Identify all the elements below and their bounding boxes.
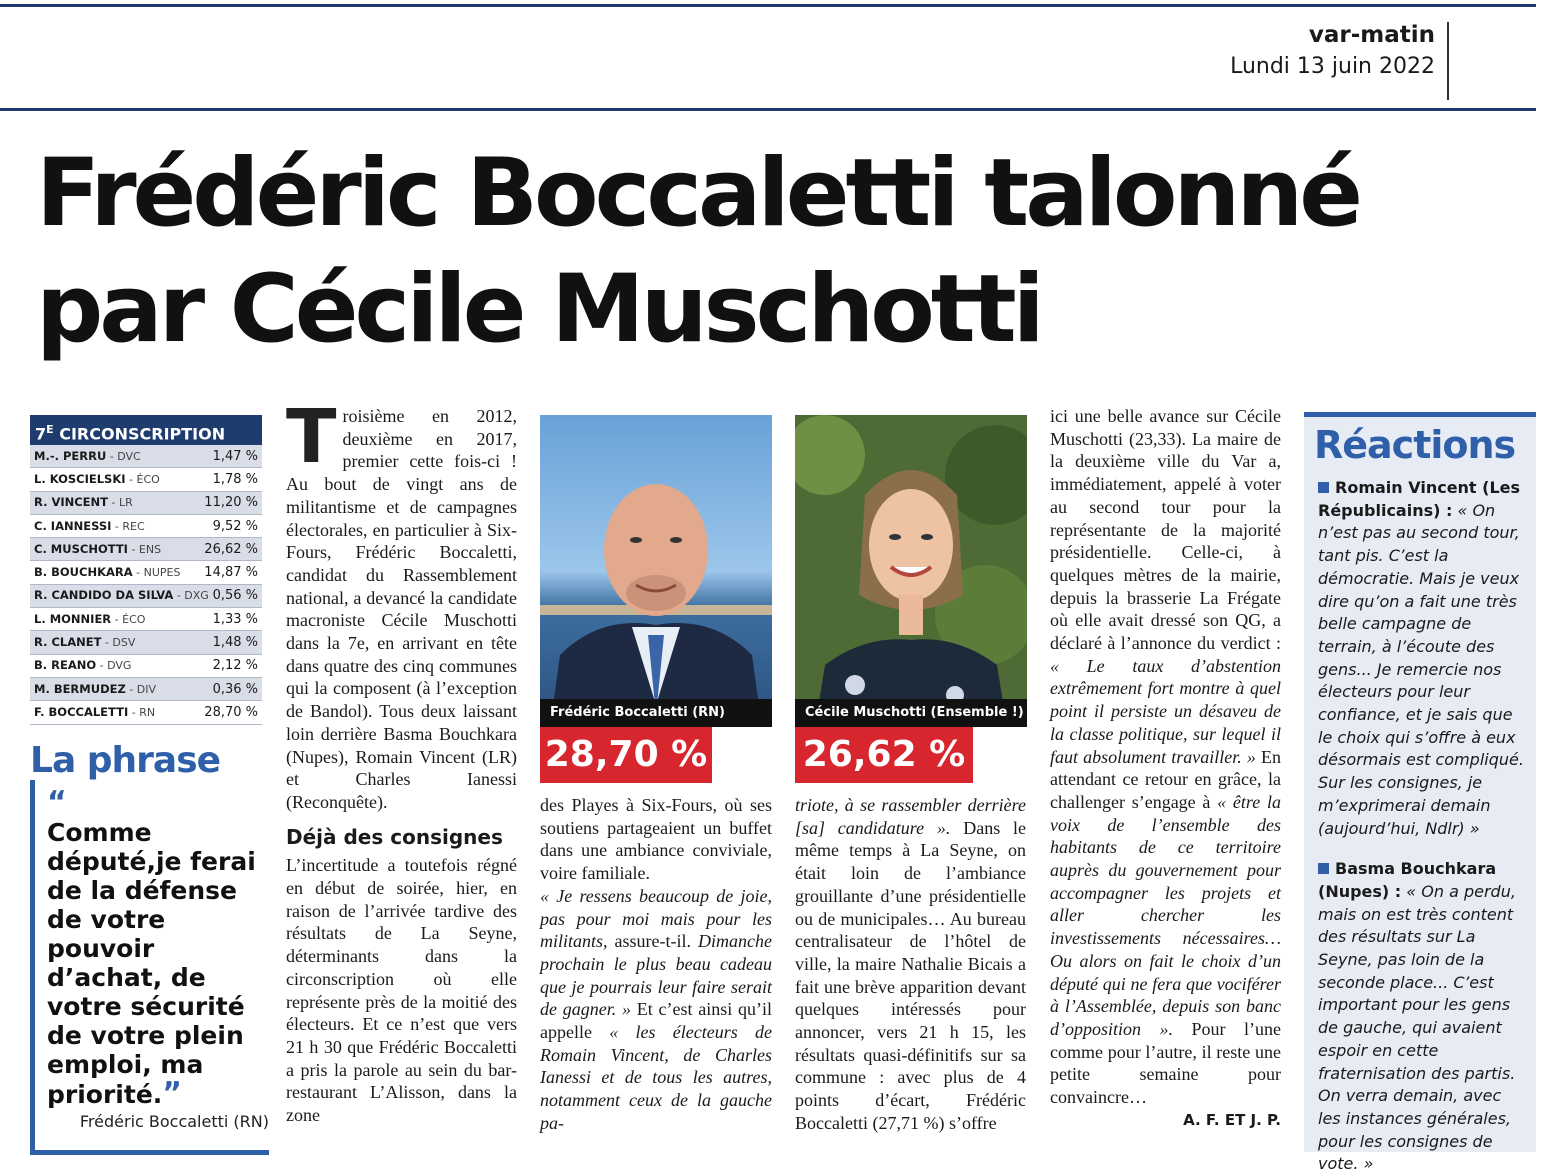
score-boccaletti: 28,70 % [540, 727, 712, 783]
candidate-percent: 0,56 % [212, 588, 258, 604]
article-subhead: Déjà des consignes [286, 824, 503, 849]
results-title-text: CIRCONSCRIPTION [53, 424, 226, 444]
results-row [30, 445, 262, 468]
newspaper-name: var-matin [1308, 22, 1435, 48]
col2-text-1: des Playes à Six-Fours, où ses soutiens partageaient un buffet dans une ambiance conviviale, voire familiale. [540, 795, 772, 884]
candidate-percent: 0,36 % [212, 681, 258, 697]
candidate-percent: 1,78 % [212, 471, 258, 487]
issue-date: Lundi 13 juin 2022 [1230, 54, 1435, 79]
reaction-author: Basma Bouchkara (Nupes) : [1318, 859, 1497, 901]
col4-text-3: Pour l’une comme pour l’autre, il reste une petite semaine pour convaincre… [1050, 1018, 1281, 1108]
candidate-percent: 9,52 % [212, 518, 258, 534]
results-title-number: 7 [35, 424, 47, 444]
candidate-percent: 2,12 % [212, 658, 258, 674]
col2-quote-1: « Je ressens beaucoup de joie, pas pour moi mais pour les militants, [540, 885, 772, 952]
col2-quote-2: Dimanche prochain le plus beau cadeau que je pourrais leur faire serait de gagner. » [540, 931, 772, 1020]
results-row [30, 631, 262, 654]
col4-quote-2: « être la voix de l’ensemble des habitants de ce territoire auprès du gouvernement pour accompagner les projets et aller chercher les investissements nécessaires… Ou alors on fait le choix d’un député qui ne fera que vociférer à l’Assemblée, depuis son banc d’opposition ». [1050, 791, 1281, 1039]
candidate-percent: 28,70 % [204, 704, 258, 720]
col3-quote-1: triote, à se rassembler derrière [sa] candidature ». [795, 795, 1026, 838]
candidate [34, 658, 131, 673]
phrase-box [30, 780, 269, 1155]
candidate-party: - ENS [127, 542, 162, 556]
phrase-title: La phrase [30, 740, 221, 781]
top-rule [0, 4, 1536, 7]
col2-text-3: Et c’est ainsi qu’il appelle [540, 999, 772, 1043]
candidate-party: - RN [128, 705, 156, 719]
candidate-name: M. BERMUDEZ [34, 681, 126, 696]
article-signature: A. F. ET J. P. [1183, 1110, 1281, 1129]
candidate-percent: 26,62 % [204, 541, 258, 557]
col2-quote-3: « les électeurs de Romain Vincent, de Charles Ianessi et de tous les autres, notamment ceux de la gauche pa- [540, 1022, 772, 1133]
candidate-name: C. IANNESSI [34, 518, 112, 533]
article-column-1 [286, 394, 517, 1127]
candidate-name: L. KOSCIELSKI [34, 471, 126, 486]
candidate-party: - ÉCO [125, 472, 160, 486]
candidate [34, 565, 180, 580]
candidate-name: R. CLANET [34, 635, 102, 650]
candidate [34, 682, 156, 697]
candidate [34, 495, 133, 510]
results-row [30, 585, 262, 608]
candidate-name: L. MONNIER [34, 611, 112, 626]
close-quote-mark: ” [162, 1076, 182, 1111]
article-paragraph-1: roisième en 2012, deuxième en 2017, premier cette fois-ci ! Au bout de vingt ans de militantisme et de campagnes électorales, en particulier à Six-Fours, Frédéric Boccaletti, candidat du Rassemblement national, a devancé la candidate macroniste Cécile Muschotti dans la 7e, en arrivant en tête dans quatre des cinq communes qui la composent (à l’exception de Bandol). Tous deux laissant loin derrière Basma Bouchkara (Nupes), Romain Vincent (LR) et Charles Ianessi (Reconquête). [286, 406, 517, 812]
candidate [34, 472, 160, 487]
candidate-party: - DVC [106, 449, 141, 463]
score-muschotti: 26,62 % [795, 727, 973, 783]
reaction-text: « On a perdu, mais on est très content des résultats sur La Seyne, pas loin de la seconde place... C’est important pour les gens de gauche, qui avaient espoir en cette fraternisation des partis. On verra demain, avec les instances générales, pour les consignes de vote. » [1318, 881, 1516, 1174]
candidate-name: M.-. PERRU [34, 448, 107, 463]
candidate [34, 705, 155, 720]
reaction-bouchkara [1318, 858, 1528, 1176]
candidate-name: B. REANO [34, 658, 97, 673]
article-paragraph-2: L’incertitude a toutefois régné en début de soirée, hier, en raison de l’arrivée tardive des résultats de La Seyne, déterminants dans la circonscription où elle représente près de la moitié des électeurs. Et ce n’est que vers 21 h 30 que Frédéric Boccaletti a pris la parole au sein du bar-restaurant L’Alisson, dans la zone [286, 855, 517, 1126]
photo-caption-muschotti: Cécile Muschotti (Ensemble !) [795, 699, 1027, 727]
results-row [30, 655, 262, 678]
photo-caption-boccaletti: Frédéric Boccaletti (RN) [540, 699, 772, 727]
candidate-party: - DVG [96, 659, 132, 673]
col2-text-2: assure-t-il. [607, 931, 699, 952]
candidate-percent: 1,33 % [212, 611, 258, 627]
bullet-square-icon [1318, 863, 1329, 874]
masthead-rule [0, 108, 1536, 111]
results-row [30, 468, 262, 491]
col3-text-1: Dans le même temps à La Seyne, on était loin de l’ambiance grouillante d’une présidentielle ou de municipales… Au bureau centralisateur de l’hôtel de ville, la maire Nathalie Bicais a fait une brève apparition devant quelques intéressés pour annoncer, vers 21 h 15, les résultats quasi-définitifs sur sa commune : avec plus de 4 points d’écart, Frédéric Boccaletti (27,71 %) s’offre [795, 817, 1026, 1133]
col4-text-2: En attendant ce retour en grâce, la challenger s’engage à [1050, 746, 1281, 812]
headline-line-1: Frédéric Boccaletti talonné [36, 139, 1360, 248]
results-table [30, 415, 262, 725]
reaction-author: Romain Vincent (Les Républicains) : [1318, 478, 1521, 520]
col4-text-1: ici une belle avance sur Cécile Muschotti (23,33). La maire de la deuxième ville du Var a, immédiatement, appelé à voter au second tour pour la représentante de la majorité présidentielle. Celle-ci, à quelques mètres de la mairie, depuis la brasserie La Frégate où elle avait dressé son QG, a déclaré à l’annonce du verdict : [1050, 406, 1281, 654]
drop-cap: T [286, 394, 337, 480]
candidate-percent: 11,20 % [204, 495, 258, 511]
bullet-square-icon [1318, 482, 1329, 493]
candidate-percent: 1,48 % [212, 635, 258, 651]
candidate [34, 588, 209, 603]
col4-quote-1: « Le taux d’abstention extrêmement fort montre à quel point il persiste un désaveu de la classe politique, sur lequel il faut absolument travailler. » [1050, 655, 1281, 767]
candidate-party: - REC [111, 519, 145, 533]
candidate-party: - DSV [101, 636, 136, 650]
candidate-party: - LR [108, 496, 133, 510]
article-column-2 [540, 794, 772, 1135]
results-row [30, 678, 262, 701]
phrase-quote [47, 785, 269, 1111]
candidate [34, 612, 145, 627]
photo-boccaletti [540, 415, 772, 727]
candidate [34, 542, 161, 557]
masthead-divider [1447, 22, 1449, 100]
candidate-name: C. MUSCHOTTI [34, 541, 128, 556]
candidate-name: R. VINCENT [34, 495, 109, 510]
results-title-sup: E [46, 423, 54, 436]
results-row [30, 701, 262, 724]
results-row [30, 561, 262, 584]
results-row [30, 538, 262, 561]
reactions-panel [1304, 412, 1536, 1174]
candidate-percent: 14,87 % [204, 565, 258, 581]
portrait-boccaletti [540, 415, 772, 727]
phrase-author: Frédéric Boccaletti (RN) [79, 1112, 269, 1131]
article-column-4 [1050, 405, 1281, 1132]
headline [36, 136, 1536, 368]
results-row [30, 608, 262, 631]
article-column-3 [795, 794, 1026, 1135]
candidate [34, 635, 135, 650]
results-row [30, 492, 262, 515]
candidate-name: R. CANDIDO DA SILVA [34, 588, 174, 603]
candidate [34, 519, 145, 534]
candidate-name: F. BOCCALETTI [34, 704, 129, 719]
candidate-party: - DXG [173, 589, 209, 603]
phrase-quote-text: Comme député,je ferai de la défense de votre pouvoir d’achat, de votre sécurité de votre plein emploi, ma priorité. [47, 818, 256, 1109]
open-quote-mark: “ [47, 785, 67, 820]
candidate [34, 449, 141, 464]
candidate-party: - ÉCO [111, 612, 146, 626]
candidate-party: - NUPES [132, 566, 181, 580]
reactions-title: Réactions [1314, 423, 1516, 467]
candidate-name: B. BOUCHKARA [34, 565, 133, 580]
portrait-muschotti [795, 415, 1027, 727]
candidate-percent: 1,47 % [212, 448, 258, 464]
headline-line-2: par Cécile Muschotti [36, 255, 1041, 364]
reaction-text: « On n’est pas au second tour, tant pis. C’est la démocratie. Mais je veux dire qu’on a fait une très belle campagne de terrain, à l’écoute des gens... Je remercie nos électeurs pour leur confiance, et je sais que le choix qui s’offre à eux désormais est compliqué. Sur les consignes, je m’exprimerai demain (aujourd’hui, Ndlr) » [1318, 500, 1524, 838]
results-title [30, 415, 262, 445]
candidate-party: - DIV [125, 682, 157, 696]
results-row [30, 515, 262, 538]
photo-muschotti [795, 415, 1027, 727]
reaction-vincent [1318, 477, 1528, 840]
